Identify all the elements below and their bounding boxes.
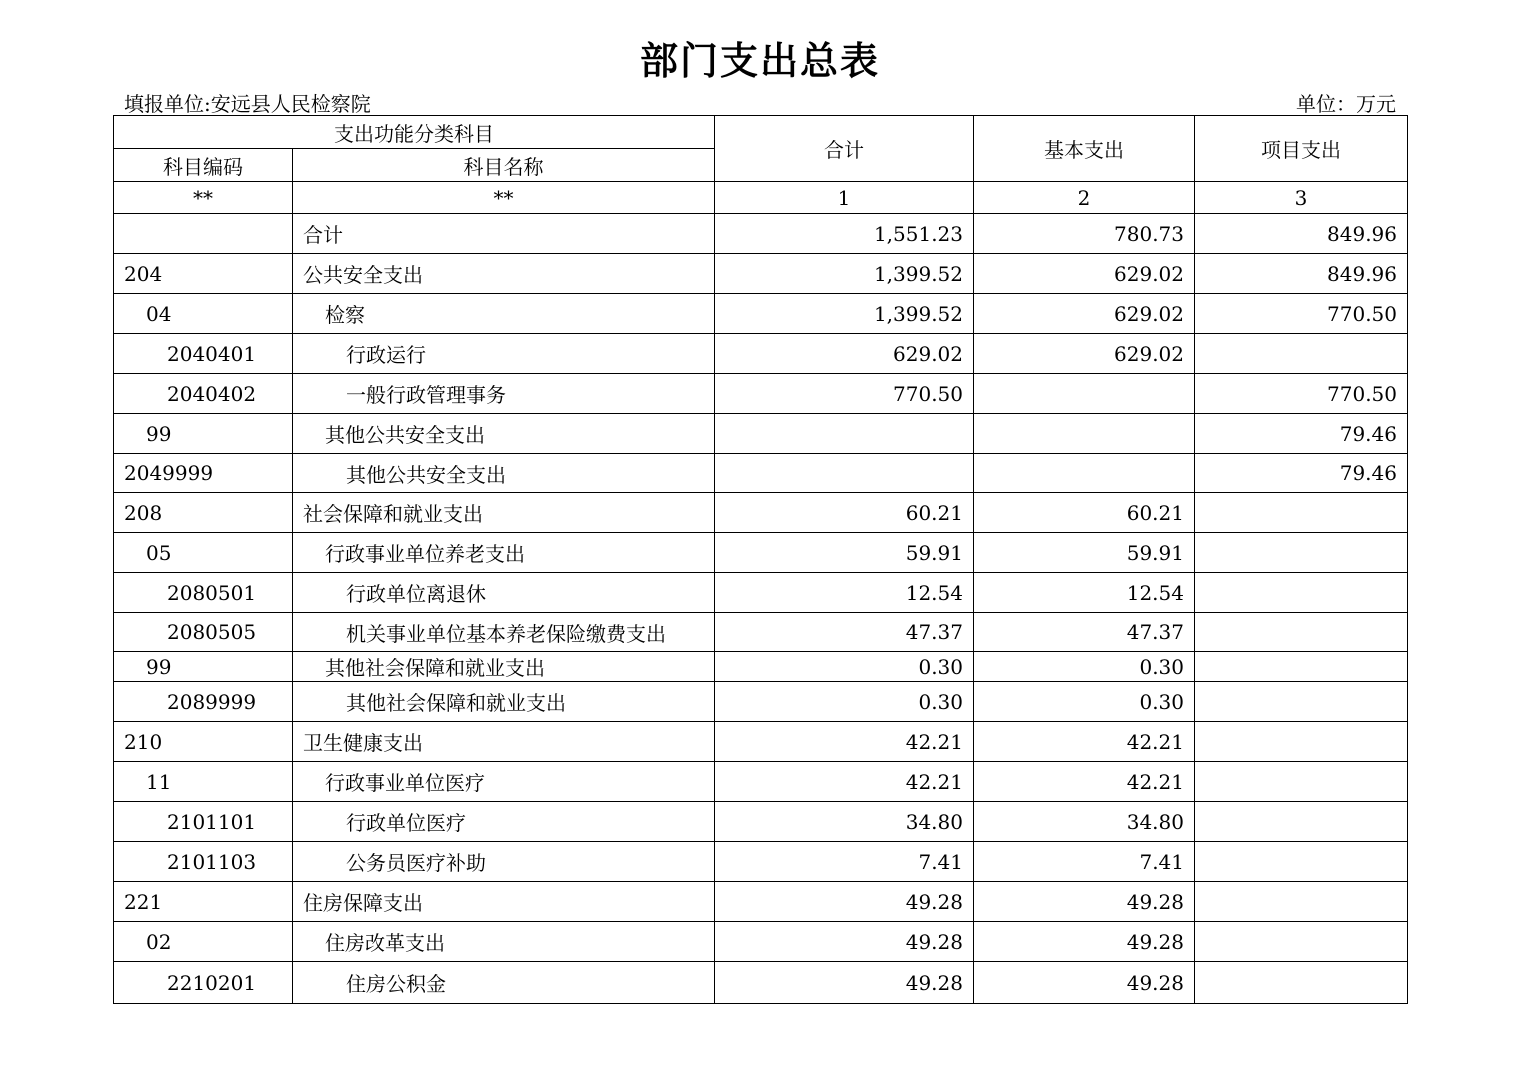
row-project [1195, 573, 1408, 613]
row-basic [974, 454, 1195, 493]
table-row [114, 414, 1408, 454]
row-name: 卫生健康支出 [293, 722, 715, 762]
reporting-unit: 填报单位:安远县人民检察院 [124, 92, 371, 116]
row-project [1195, 682, 1408, 722]
row-code: 2080505 [114, 613, 293, 652]
row-code: 2101101 [114, 802, 293, 842]
row-total: 42.21 [715, 722, 974, 762]
row-basic: 629.02 [974, 254, 1195, 294]
row-total: 60.21 [715, 493, 974, 533]
row-basic: 47.37 [974, 613, 1195, 652]
row-project [1195, 722, 1408, 762]
row-basic: 629.02 [974, 294, 1195, 334]
name-column-header: 科目名称 [293, 149, 715, 182]
row-total: 34.80 [715, 802, 974, 842]
row-name: 合计 [293, 214, 715, 254]
row-total: 7.41 [715, 842, 974, 882]
row-project [1195, 533, 1408, 573]
row-total: 1,399.52 [715, 294, 974, 334]
row-name: 住房改革支出 [293, 922, 715, 962]
table-row [114, 613, 1408, 652]
row-project: 79.46 [1195, 414, 1408, 454]
row-basic: 34.80 [974, 802, 1195, 842]
table-row [114, 573, 1408, 613]
row-name: 检察 [293, 294, 715, 334]
row-basic: 49.28 [974, 962, 1195, 1004]
index-total: 1 [715, 182, 974, 214]
row-name: 公务员医疗补助 [293, 842, 715, 882]
row-name: 一般行政管理事务 [293, 374, 715, 414]
row-basic: 59.91 [974, 533, 1195, 573]
row-name: 其他社会保障和就业支出 [293, 652, 715, 682]
row-code: 208 [114, 493, 293, 533]
table-row [114, 652, 1408, 682]
table-row [114, 962, 1408, 1004]
row-total: 49.28 [715, 962, 974, 1004]
row-name: 行政单位离退休 [293, 573, 715, 613]
total-column-header: 合计 [715, 116, 974, 182]
row-total: 0.30 [715, 652, 974, 682]
table-row [114, 762, 1408, 802]
row-basic: 0.30 [974, 652, 1195, 682]
row-basic [974, 414, 1195, 454]
row-name: 住房保障支出 [293, 882, 715, 922]
row-total: 0.30 [715, 682, 974, 722]
row-project [1195, 334, 1408, 374]
row-code: 2101103 [114, 842, 293, 882]
row-project [1195, 762, 1408, 802]
row-code: 204 [114, 254, 293, 294]
index-basic: 2 [974, 182, 1195, 214]
row-basic: 60.21 [974, 493, 1195, 533]
row-basic: 42.21 [974, 722, 1195, 762]
row-code: 2040401 [114, 334, 293, 374]
row-project [1195, 493, 1408, 533]
table-row [114, 493, 1408, 533]
row-total [715, 454, 974, 493]
row-basic: 42.21 [974, 762, 1195, 802]
row-project [1195, 802, 1408, 842]
table-row [114, 334, 1408, 374]
row-project [1195, 962, 1408, 1004]
row-basic: 49.28 [974, 882, 1195, 922]
row-project [1195, 922, 1408, 962]
row-code: 2080501 [114, 573, 293, 613]
row-total: 770.50 [715, 374, 974, 414]
table-row [114, 802, 1408, 842]
row-code: 99 [114, 414, 293, 454]
row-name: 其他公共安全支出 [293, 414, 715, 454]
row-basic: 49.28 [974, 922, 1195, 962]
row-project: 849.96 [1195, 254, 1408, 294]
index-project: 3 [1195, 182, 1408, 214]
row-project [1195, 613, 1408, 652]
row-code: 221 [114, 882, 293, 922]
row-name: 其他社会保障和就业支出 [293, 682, 715, 722]
row-name: 行政事业单位养老支出 [293, 533, 715, 573]
row-basic: 780.73 [974, 214, 1195, 254]
index-name: ** [293, 182, 715, 214]
row-name: 其他公共安全支出 [293, 454, 715, 493]
row-project [1195, 652, 1408, 682]
index-code: ** [114, 182, 293, 214]
row-total: 59.91 [715, 533, 974, 573]
row-code: 02 [114, 922, 293, 962]
row-code: 04 [114, 294, 293, 334]
row-basic: 629.02 [974, 334, 1195, 374]
row-total: 42.21 [715, 762, 974, 802]
row-code: 2210201 [114, 962, 293, 1004]
row-code: 11 [114, 762, 293, 802]
row-code: 2049999 [114, 454, 293, 493]
row-code: 05 [114, 533, 293, 573]
table-row [114, 682, 1408, 722]
row-basic: 12.54 [974, 573, 1195, 613]
table-row [114, 882, 1408, 922]
table-row [114, 533, 1408, 573]
row-project: 79.46 [1195, 454, 1408, 493]
row-name: 公共安全支出 [293, 254, 715, 294]
row-basic: 7.41 [974, 842, 1195, 882]
row-project [1195, 842, 1408, 882]
row-code: 210 [114, 722, 293, 762]
row-project [1195, 882, 1408, 922]
row-name: 机关事业单位基本养老保险缴费支出 [293, 613, 715, 652]
row-name: 社会保障和就业支出 [293, 493, 715, 533]
table-body [114, 214, 1408, 1004]
table-row [114, 842, 1408, 882]
table-row [114, 254, 1408, 294]
row-total: 12.54 [715, 573, 974, 613]
row-code: 2089999 [114, 682, 293, 722]
code-column-header: 科目编码 [114, 149, 293, 182]
row-name: 住房公积金 [293, 962, 715, 1004]
row-basic [974, 374, 1195, 414]
row-total: 49.28 [715, 922, 974, 962]
row-code: 2040402 [114, 374, 293, 414]
table-row [114, 214, 1408, 254]
row-total: 629.02 [715, 334, 974, 374]
row-name: 行政运行 [293, 334, 715, 374]
project-expenditure-column-header: 项目支出 [1195, 116, 1408, 182]
row-project: 849.96 [1195, 214, 1408, 254]
row-project: 770.50 [1195, 374, 1408, 414]
basic-expenditure-column-header: 基本支出 [974, 116, 1195, 182]
row-total: 1,399.52 [715, 254, 974, 294]
expenditure-table [113, 115, 1408, 1004]
table-row [114, 454, 1408, 493]
currency-unit: 单位：万元 [1296, 92, 1396, 116]
row-total: 1,551.23 [715, 214, 974, 254]
table-row [114, 922, 1408, 962]
row-total: 49.28 [715, 882, 974, 922]
row-project: 770.50 [1195, 294, 1408, 334]
row-name: 行政单位医疗 [293, 802, 715, 842]
table-row [114, 374, 1408, 414]
row-total [715, 414, 974, 454]
row-total: 47.37 [715, 613, 974, 652]
table-row [114, 722, 1408, 762]
page-title: 部门支出总表 [639, 39, 880, 83]
row-name: 行政事业单位医疗 [293, 762, 715, 802]
functional-classification-header: 支出功能分类科目 [114, 116, 715, 149]
row-code: 99 [114, 652, 293, 682]
row-code [114, 214, 293, 254]
table-row [114, 294, 1408, 334]
row-basic: 0.30 [974, 682, 1195, 722]
